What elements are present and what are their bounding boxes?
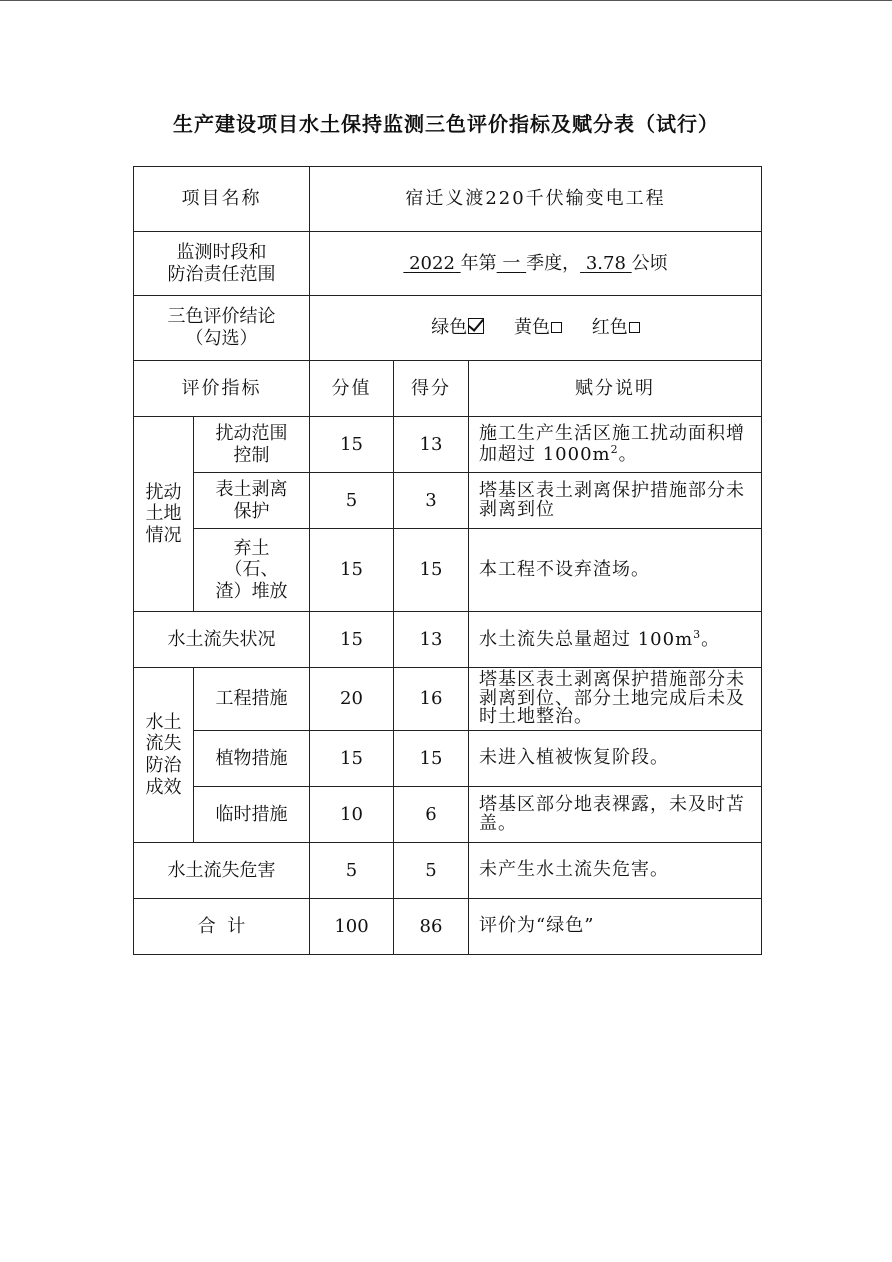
period-label-line1: 监测时段和 — [176, 241, 267, 263]
checked-box-icon[interactable] — [468, 318, 484, 334]
table-row — [134, 529, 762, 612]
indicator-name: 水土流失危害 — [134, 843, 310, 899]
period-year: 2022 — [409, 252, 455, 274]
project-label: 项目名称 — [134, 167, 310, 232]
score-note: 未产生水土流失危害。 — [469, 843, 762, 899]
table-row — [134, 787, 762, 843]
header-score-value: 分值 — [310, 361, 394, 417]
score-got: 3 — [394, 473, 469, 529]
top-border-line — [0, 0, 892, 1]
score-note: 水土流失总量超过 $100m^3$。 — [469, 612, 762, 668]
score-value: 20 — [310, 668, 394, 731]
period-quarter-suffix: 季度， — [526, 252, 581, 274]
total-note: 评价为“绿色” — [469, 899, 762, 955]
score-note: 本工程不设弃渣场。 — [469, 529, 762, 612]
conclusion-label — [134, 296, 310, 361]
header-row — [134, 361, 762, 417]
score-value: 15 — [310, 417, 394, 473]
option-green[interactable]: 绿色 — [431, 317, 484, 338]
score-value: 15 — [310, 612, 394, 668]
score-note: 塔基区表土剥离保护措施部分未剥离到位 — [469, 473, 762, 529]
indicator-name: 弃土 （石、 渣）堆放 — [194, 529, 310, 612]
table-row — [134, 417, 762, 473]
total-score: 86 — [394, 899, 469, 955]
conclusion-label-line1: 三色评价结论 — [167, 306, 276, 328]
table-row — [134, 612, 762, 668]
group-disturbance: 扰动 土地 情况 — [134, 417, 194, 612]
period-value — [310, 232, 762, 296]
score-got: 13 — [394, 417, 469, 473]
score-got: 15 — [394, 731, 469, 787]
evaluation-table — [133, 166, 762, 955]
option-red[interactable]: 红色 — [592, 317, 640, 338]
score-got: 5 — [394, 843, 469, 899]
table-row — [134, 731, 762, 787]
header-explanation: 赋分说明 — [469, 361, 762, 417]
period-year-suffix: 年第 — [460, 252, 497, 274]
indicator-name: 扰动范围 控制 — [194, 417, 310, 473]
score-note: 塔基区部分地表裸露，未及时苫盖。 — [469, 787, 762, 843]
indicator-name: 表土剥离 保护 — [194, 473, 310, 529]
score-value: 15 — [310, 731, 394, 787]
conclusion-row — [134, 296, 762, 361]
unchecked-box-icon[interactable] — [551, 322, 562, 333]
period-row — [134, 232, 762, 296]
period-quarter: 一 — [502, 252, 521, 274]
project-row — [134, 167, 762, 232]
score-value: 5 — [310, 843, 394, 899]
score-note: 施工生产生活区施工扰动面积增加超过 $1000m^2$。 — [469, 417, 762, 473]
indicator-name: 工程措施 — [194, 668, 310, 731]
score-got: 6 — [394, 787, 469, 843]
score-note: 未进入植被恢复阶段。 — [469, 731, 762, 787]
score-got: 15 — [394, 529, 469, 612]
project-value: 宿迁义渡220千伏输变电工程 — [310, 167, 762, 232]
total-label: 合 计 — [134, 899, 310, 955]
unchecked-box-icon[interactable] — [629, 322, 640, 333]
group-prevention: 水土 流失 防治 成效 — [134, 668, 194, 843]
page-title: 生产建设项目水土保持监测三色评价指标及赋分表（试行） — [173, 112, 719, 136]
table-row — [134, 668, 762, 731]
header-score-got: 得分 — [394, 361, 469, 417]
indicator-name: 水土流失状况 — [134, 612, 310, 668]
score-value: 15 — [310, 529, 394, 612]
indicator-name: 植物措施 — [194, 731, 310, 787]
period-label-line2: 防治责任范围 — [167, 263, 276, 285]
table-row — [134, 473, 762, 529]
header-indicator: 评价指标 — [134, 361, 310, 417]
total-value: 100 — [310, 899, 394, 955]
indicator-name: 临时措施 — [194, 787, 310, 843]
conclusion-label-line2: （勾选） — [185, 328, 258, 349]
score-value: 10 — [310, 787, 394, 843]
period-label — [134, 232, 310, 296]
total-row — [134, 899, 762, 955]
conclusion-options — [310, 296, 762, 361]
table-row — [134, 843, 762, 899]
score-note: 塔基区表土剥离保护措施部分未剥离到位、部分土地完成后未及时土地整治。 — [469, 668, 762, 731]
score-value: 5 — [310, 473, 394, 529]
option-yellow[interactable]: 黄色 — [514, 317, 562, 338]
score-got: 13 — [394, 612, 469, 668]
period-area-unit: 公顷 — [631, 252, 668, 274]
score-got: 16 — [394, 668, 469, 731]
period-area: 3.78 — [585, 252, 626, 274]
